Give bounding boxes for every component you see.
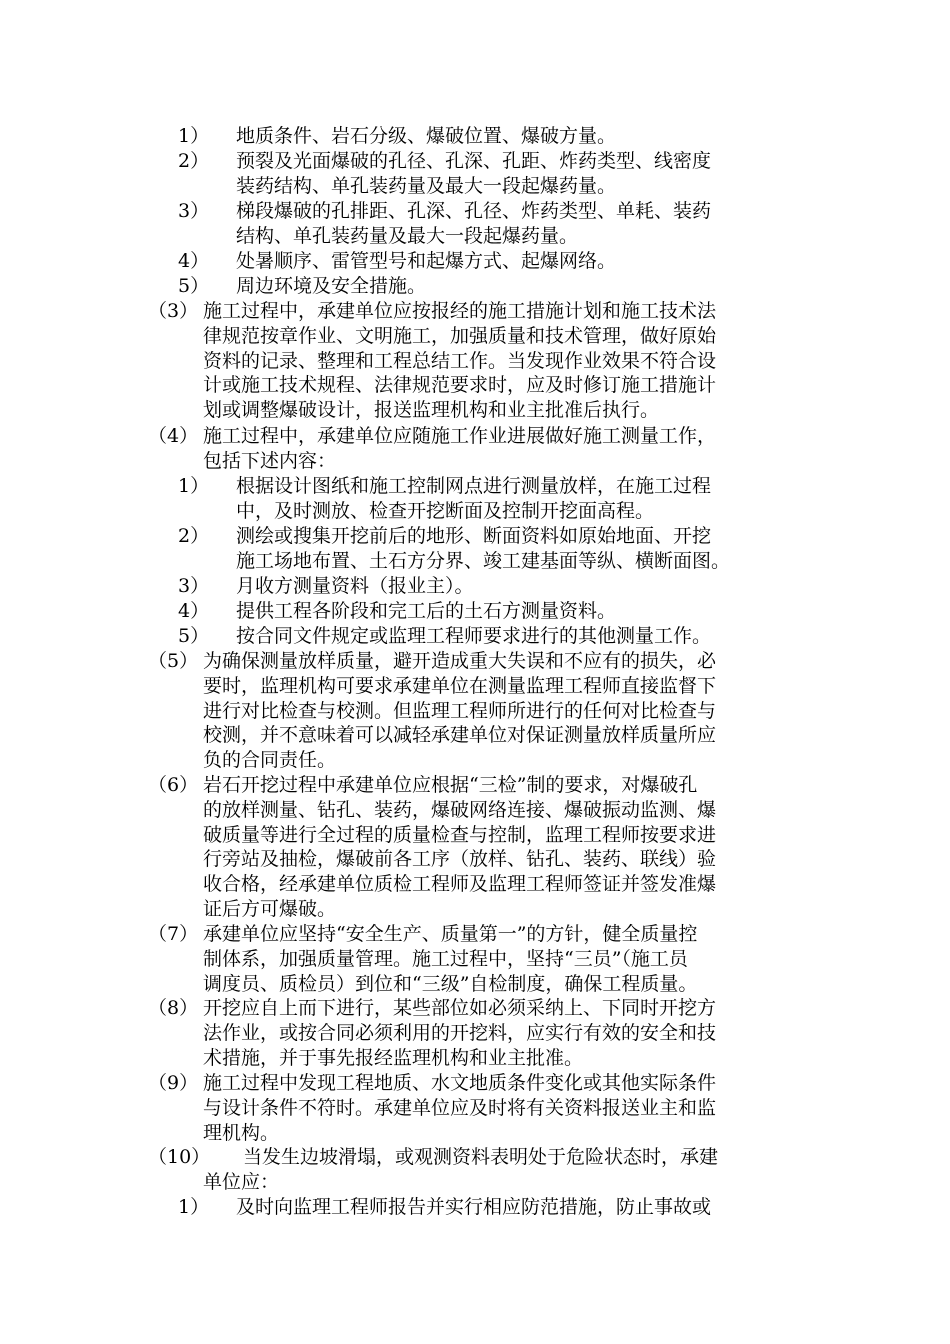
list-item-text-line: 制体系，加强质量管理。施工过程中，坚持“三员”（施工员 [203,947,688,970]
list-item-text-line: 证后方可爆破。 [203,898,337,920]
list-item-text-line: 破质量等进行全过程的质量检查与控制，监理工程师按要求进 [203,823,717,846]
list-item-text-line: 划或调整爆破设计，报送监理机构和业主批准后执行。 [203,399,660,422]
list-item-text-line: 测绘或搜集开挖前后的地形、断面资料如原始地面、开挖 [236,525,712,547]
list-item-text-line: 术措施，并于事先报经监理机构和业主批准。 [203,1046,584,1069]
list-item-marker: （9） [148,1072,199,1094]
list-item-marker: （6） [148,774,199,796]
list-item-text-line: 法作业，或按合同必须利用的开挖料，应实行有效的安全和技 [203,1021,717,1044]
list-item-marker: （4） [148,425,199,447]
list-item-text-line: 施工过程中，承建单位应按报经的施工措施计划和施工技术法 [203,300,717,322]
list-item-text-line: 中，及时测放、检查开挖断面及控制开挖面高程。 [236,499,655,522]
list-item-text-line: 负的合同责任。 [203,749,337,772]
list-item-text-line: 按合同文件规定或监理工程师要求进行的其他测量工作。 [236,625,712,647]
list-item-marker: （5） [148,650,199,672]
list-item-text-line: 开挖应自上而下进行，某些部位如必须采纳上、下同时开挖方 [203,997,717,1019]
list-item-text-line: 月收方测量资料（报业主）。 [236,575,474,597]
list-item-marker: 4） [178,250,210,272]
list-item-marker: 2） [178,150,210,172]
list-item-marker: 3） [178,575,210,597]
list-item-marker: （7） [148,923,199,945]
list-item-text-line: 承建单位应坚持“安全生产、质量第一”的方针，健全质量控 [203,923,698,945]
list-item-text-line: 提供工程各阶段和完工后的土石方测量资料。 [236,600,617,622]
list-item-text-line: 计或施工技术规程、法律规范要求时，应及时修订施工措施计 [203,374,717,397]
list-item-text-line: 根据设计图纸和施工控制网点进行测量放样，在施工过程 [236,475,712,497]
list-item-text-line: 理机构。 [203,1121,280,1144]
list-item-marker: 2） [178,525,210,547]
list-item-marker: （8） [148,997,199,1019]
list-item-text-line: 梯段爆破的孔排距、孔深、孔径、炸药类型、单耗、装药 [236,200,712,222]
list-item-text-line: 要时，监理机构可要求承建单位在测量监理工程师直接监督下 [203,674,717,697]
list-item-text-line: 施工过程中发现工程地质、水文地质条件变化或其他实际条件 [203,1072,717,1094]
list-item-text-line: 地质条件、岩石分级、爆破位置、爆破方量。 [236,125,617,147]
list-item-text-line: 资料的记录、整理和工程总结工作。当发现作业效果不符合设 [203,349,717,372]
list-item-marker: 1） [178,125,210,147]
list-item-text-line: 结构、单孔装药量及最大一段起爆药量。 [236,224,579,247]
list-item-text-line: 进行对比检查与校测。但监理工程师所进行的任何对比检查与 [203,699,717,722]
list-item-text-line: 单位应： [203,1170,280,1193]
list-item-text-line: 当发生边坡滑塌，或观测资料表明处于危险状态时，承建 [243,1146,719,1168]
list-item-marker: 1） [178,1196,210,1218]
list-item-text-line: 收合格，经承建单位质检工程师及监理工程师签证并签发准爆 [203,873,717,896]
list-item-text-line: 及时向监理工程师报告并实行相应防范措施，防止事故或 [236,1196,712,1218]
list-item-text-line: 校测，并不意味着可以减轻承建单位对保证测量放样质量所应 [203,724,717,747]
list-item-text-line: 与设计条件不符时。承建单位应及时将有关资料报送业主和监 [203,1096,717,1119]
list-item-text-line: 施工过程中，承建单位应随施工作业进展做好施工测量工作， [203,425,717,447]
list-item-marker: 5） [178,625,210,647]
list-item-marker: （10） [148,1146,211,1168]
list-item-text-line: 行旁站及抽检，爆破前各工序（放样、钻孔、装药、联线）验 [203,848,717,871]
list-item-text-line: 的放样测量、钻孔、装药，爆破网络连接、爆破振动监测、爆 [203,798,717,821]
list-item-text-line: 预裂及光面爆破的孔径、孔深、孔距、炸药类型、线密度 [236,150,712,172]
list-item-marker: 1） [178,475,210,497]
list-item-text-line: 施工场地布置、土石方分界、竣工建基面等纵、横断面图。 [236,549,731,572]
list-item-text-line: 周边环境及安全措施。 [236,275,427,297]
list-item-text-line: 包括下述内容： [203,449,337,472]
list-item-text-line: 调度员、质检员）到位和“三级”自检制度，确保工程质量。 [203,972,698,995]
list-item-marker: 3） [178,200,210,222]
list-item-text-line: 处暑顺序、雷管型号和起爆方式、起爆网络。 [236,250,617,272]
list-item-text-line: 律规范按章作业、文明施工，加强质量和技术管理，做好原始 [203,324,717,347]
list-item-marker: 5） [178,275,210,297]
list-item-marker: 4） [178,600,210,622]
list-item-text-line: 岩石开挖过程中承建单位应根据“三检”制的要求，对爆破孔 [203,774,698,796]
list-item-text-line: 为确保测量放样质量，避开造成重大失误和不应有的损失，必 [203,650,717,672]
list-item-marker: （3） [148,300,199,322]
list-item-text-line: 装药结构、单孔装药量及最大一段起爆药量。 [236,174,617,197]
